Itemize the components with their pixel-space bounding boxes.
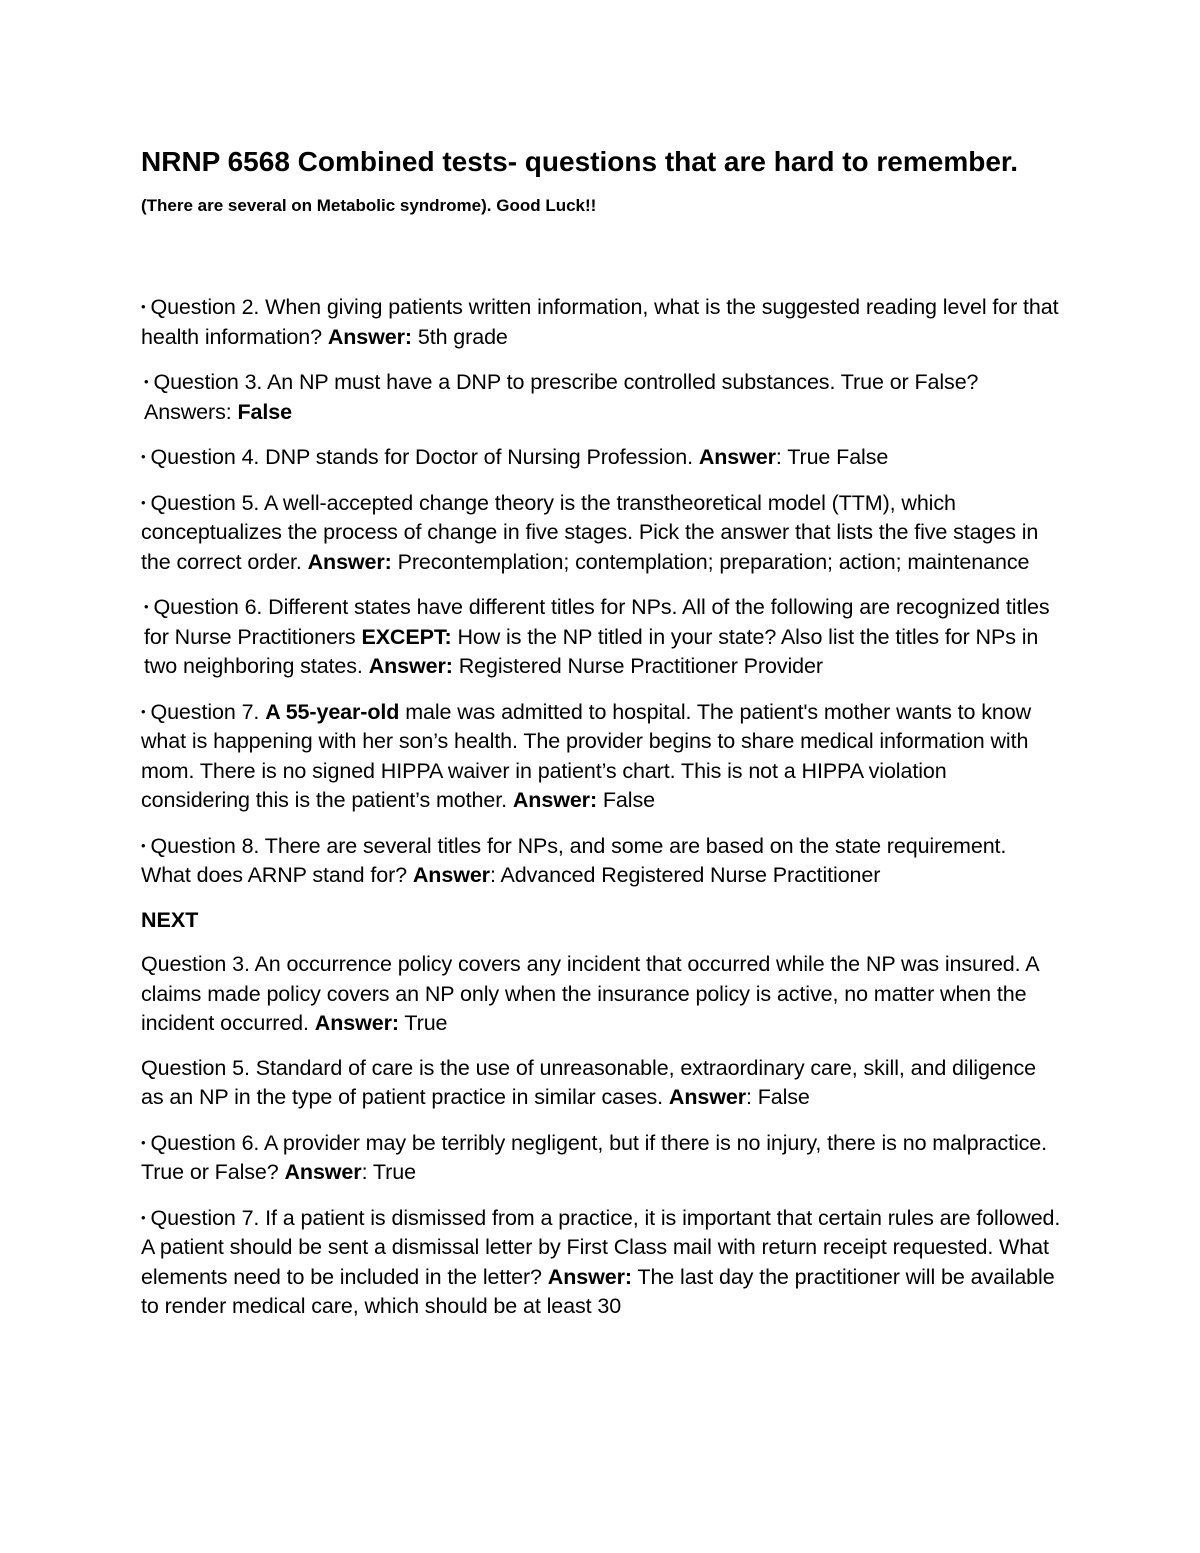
- question-text: Question 6. Different states have different titles for NPs. All of the following are recognized titles for Nurse Practitioners: [144, 595, 1050, 649]
- answer-label: Answer:: [368, 654, 453, 678]
- bullet-icon: •: [144, 599, 149, 614]
- bullet-icon: •: [141, 299, 146, 314]
- question-text: Question 5. Standard of care is the use of unreasonable, extraordinary care, skill, and diligence as an NP in the type of patient practice in similar cases.: [141, 1055, 1037, 1109]
- question-text: Question 5. A well-accepted change theory is the transtheoretical model (TTM), which conceptualizes the process of change in five stages. Pick the answer that lists the five stages in the correct order.: [141, 490, 1039, 574]
- question-item: [141, 1128, 1061, 1188]
- title-main: NRNP 6568 Combined tests- questions that are hard to remember.: [141, 146, 1019, 177]
- answer-label: Answer: [698, 445, 776, 469]
- question-item: [141, 592, 1061, 682]
- question-emphasis: A 55-year-old: [265, 699, 400, 724]
- next-heading: NEXT: [141, 907, 199, 932]
- answer-text: : Advanced Registered Nurse Practitioner: [489, 863, 881, 887]
- answer-label: Answer:: [327, 324, 412, 349]
- answer-label: Answer:: [547, 1264, 632, 1289]
- answer-label: Answer:: [314, 1011, 399, 1035]
- question-item: [141, 367, 1061, 427]
- question-text: male was admitted to hospital. The patient's mother wants to know what is happening with her son’s health. The provider begins to share medical information with mom. There is no signed HIPPA waiver in patient’s chart. This is not a HIPPA violation considering this is the patient’s mother.: [141, 699, 1031, 812]
- question-item: [141, 292, 1061, 352]
- answer-text: 5th grade: [417, 324, 508, 349]
- question-list: [141, 292, 1061, 1322]
- answer-label: Answer: [284, 1160, 362, 1184]
- document-title: [141, 142, 1061, 226]
- answer-text: True: [404, 1011, 448, 1035]
- answer-text: : True False: [775, 445, 889, 469]
- answer-label: Answer:: [307, 549, 392, 574]
- question-text: How is the NP titled in your state? Also list the titles for NPs in two neighboring states.: [144, 624, 1039, 678]
- question-item: [141, 1054, 1061, 1113]
- question-item: [141, 950, 1061, 1039]
- question-item: [141, 1203, 1061, 1322]
- answer-text: The last day the practitioner will be available to render medical care, which should be at least 30: [141, 1264, 1055, 1318]
- bullet-icon: •: [144, 374, 149, 389]
- answer-text: : True: [361, 1160, 416, 1184]
- question-text: Question 2. When giving patients written information, what is the suggested reading level for that health information?: [141, 295, 1059, 349]
- question-emphasis: EXCEPT:: [361, 624, 452, 649]
- question-item: [141, 488, 1061, 578]
- question-item: [141, 831, 1061, 891]
- question-text: Question 7.: [150, 699, 260, 724]
- answer-text: Registered Nurse Practitioner Provider: [458, 654, 823, 678]
- bullet-icon: •: [141, 1134, 146, 1150]
- document-content: [141, 142, 1061, 1337]
- bullet-icon: •: [141, 449, 146, 464]
- answer-text: : False: [745, 1085, 810, 1109]
- question-text: Question 4. DNP stands for Doctor of Nursing Profession.: [150, 445, 693, 469]
- bullet-icon: •: [141, 837, 146, 853]
- question-text: Question 6. A provider may be terribly negligent, but if there is no injury, there is no malpractice. True or False?: [141, 1130, 1047, 1184]
- answer-text: False: [602, 788, 655, 812]
- bullet-icon: •: [141, 494, 146, 510]
- question-item: [141, 697, 1061, 816]
- answer-text: Precontemplation; contemplation; preparation; action; maintenance: [397, 549, 1030, 574]
- title-subtitle: (There are several on Metabolic syndrome). Good Luck!!: [141, 196, 597, 215]
- question-text: Question 8. There are several titles for NPs, and some are based on the state requirement. What does ARNP stand for?: [141, 833, 1007, 887]
- answer-label: Answer: [412, 863, 490, 887]
- answer-label: Answer: [668, 1085, 746, 1109]
- question-text: Question 7. If a patient is dismissed from a practice, it is important that certain rules are followed. A patient should be sent a dismissal letter by First Class mail with return receipt requested. What elements need to be included in the letter?: [141, 1205, 1061, 1289]
- bullet-icon: •: [141, 1209, 146, 1225]
- question-text: Question 3. An occurrence policy covers any incident that occurred while the NP was insured. A claims made policy covers an NP only when the insurance policy is active, no matter when the incident occurred.: [141, 952, 1039, 1035]
- question-text: Question 3. An NP must have a DNP to prescribe controlled substances. True or False? Answers:: [144, 370, 979, 424]
- question-item: [141, 442, 1061, 473]
- answer-label: Answer:: [512, 788, 597, 812]
- answer-text: False: [237, 399, 292, 424]
- bullet-icon: •: [141, 703, 146, 719]
